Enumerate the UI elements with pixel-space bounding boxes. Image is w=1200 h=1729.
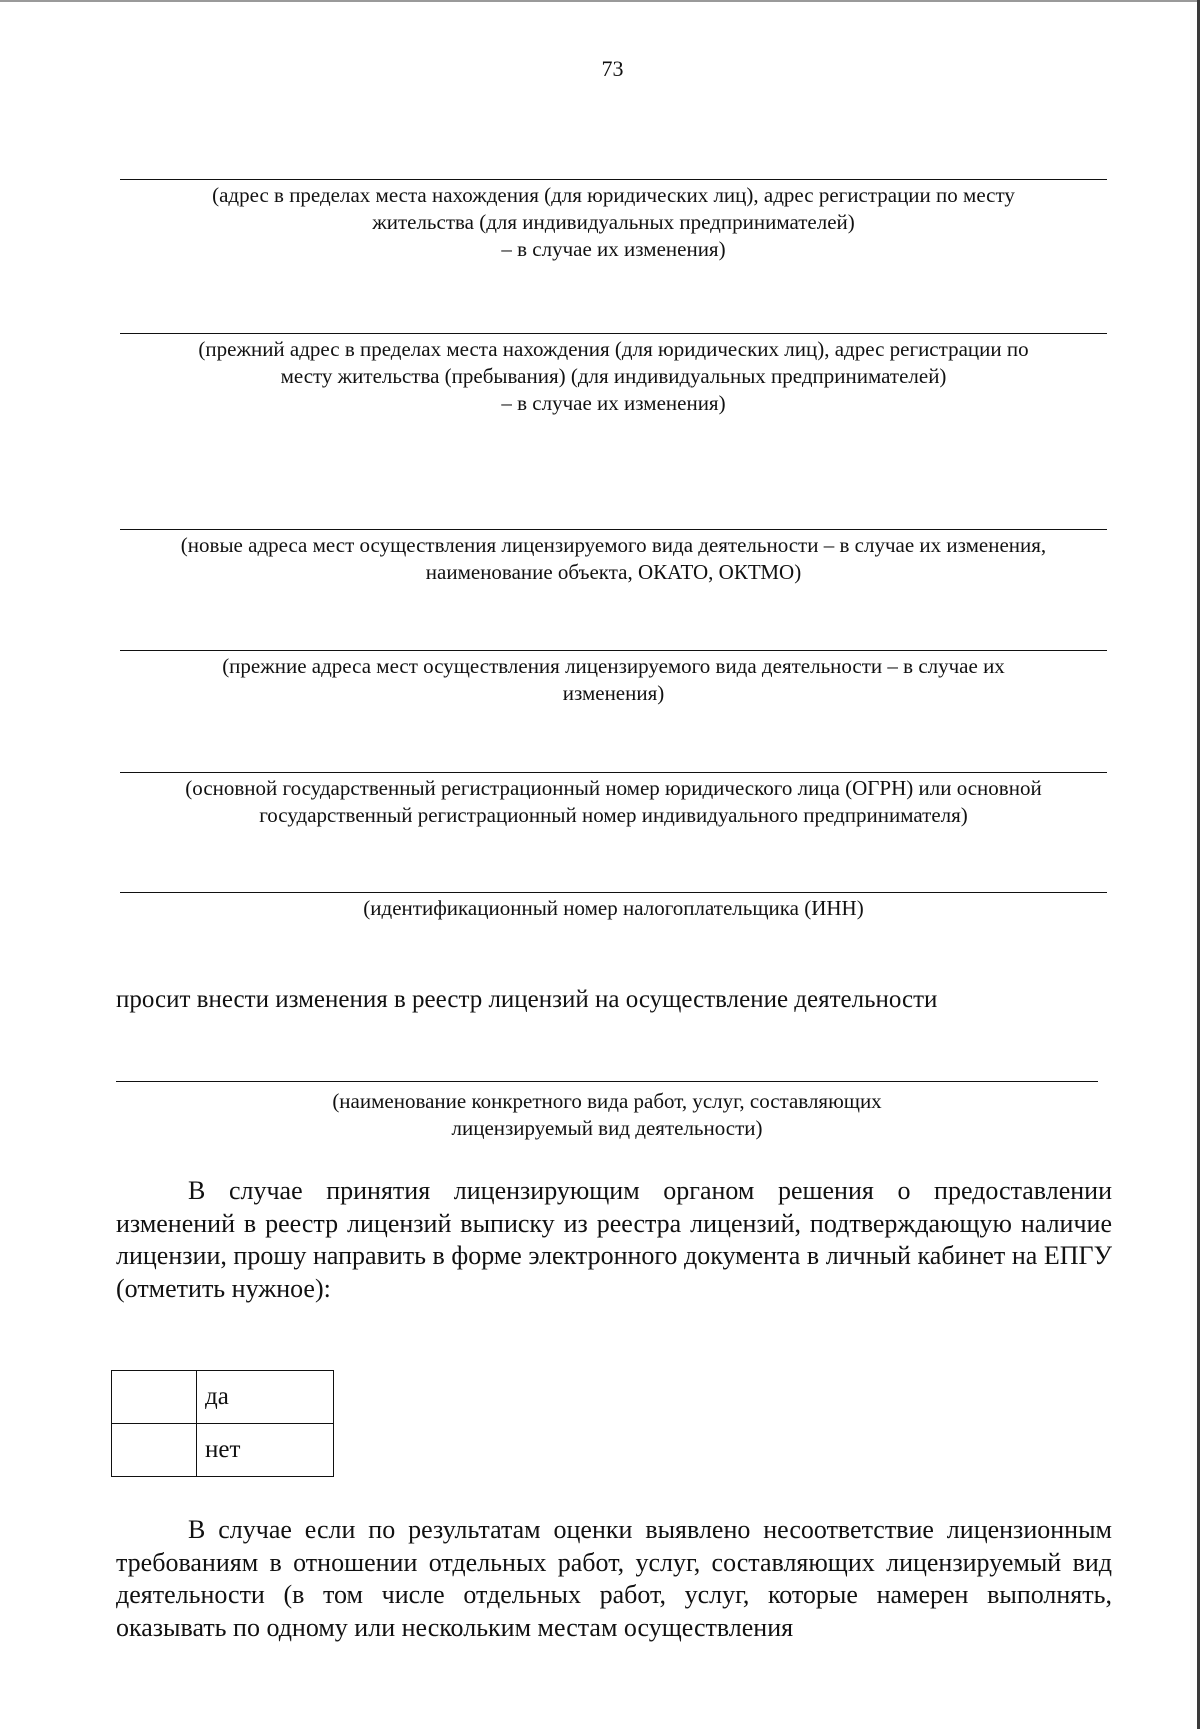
previous-address-input-line[interactable]	[120, 333, 1107, 334]
ogrn-field[interactable]	[120, 772, 1107, 829]
choice-table	[111, 1370, 334, 1477]
address-input-line[interactable]	[120, 179, 1107, 180]
new-activity-addresses-field[interactable]	[120, 529, 1107, 586]
checkbox-no[interactable]	[112, 1424, 197, 1477]
previous-address-field[interactable]	[120, 333, 1107, 417]
ogrn-input-line[interactable]	[120, 772, 1107, 773]
option-no-label: нет	[197, 1424, 334, 1477]
inn-input-line[interactable]	[120, 892, 1107, 893]
inn-field[interactable]	[120, 892, 1107, 922]
inn-caption: (идентификационный номер налогоплательщика (ИНН)	[363, 896, 864, 920]
activity-name-field[interactable]	[116, 1081, 1098, 1142]
choice-row-no	[112, 1424, 334, 1477]
address-field[interactable]	[120, 179, 1107, 263]
new-activity-addresses-input-line[interactable]	[120, 529, 1107, 530]
previous-activity-addresses-caption: (прежние адреса мест осуществления лицензируемого вида деятельности – в случае их изменения)	[222, 654, 1005, 705]
activity-name-input-line[interactable]	[116, 1081, 1098, 1082]
checkbox-yes[interactable]	[112, 1371, 197, 1424]
page-number: 73	[601, 56, 624, 81]
previous-activity-addresses-field[interactable]	[120, 650, 1107, 707]
choice-row-yes	[112, 1371, 334, 1424]
new-activity-addresses-caption: (новые адреса мест осуществления лицензируемого вида деятельности – в случае их изменения, наименование объекта, ОКАТО, ОКТМО)	[180, 533, 1047, 584]
option-yes-label: да	[197, 1371, 334, 1424]
scan-edge-top	[0, 0, 1200, 2]
previous-address-caption: (прежний адрес в пределах места нахождения (для юридических лиц), адрес регистрации по месту жительства (пребывания) (для индивидуальных предпринимателей) – в случае их изменения)	[198, 337, 1029, 415]
nonconformity-paragraph: В случае если по результатам оценки выявлено несоответствие лицензионным требованиям в отношении отдельных работ, услуг, составляющих лицензируемый вид деятельности (в том числе отдельных работ, услуг, которые намерен выполнять, оказывать по одному или нескольким местам осуществления	[116, 1515, 1112, 1642]
ogrn-caption: (основной государственный регистрационный номер юридического лица (ОГРН) или основной государственный регистрационный номер индивидуального предпринимателя)	[185, 776, 1042, 827]
activity-name-caption: (наименование конкретного вида работ, услуг, составляющих лицензируемый вид деятельности)	[332, 1089, 882, 1140]
request-text: просит внести изменения в реестр лицензий на осуществление деятельности	[116, 986, 938, 1013]
delivery-paragraph: В случае принятия лицензирующим органом решения о предоставлении изменений в реестр лицензий выписку из реестра лицензий, подтверждающую наличие лицензии, прошу направить в форме электронного документа в личный кабинет на ЕПГУ (отметить нужное):	[116, 1176, 1112, 1303]
previous-activity-addresses-input-line[interactable]	[120, 650, 1107, 651]
address-caption: (адрес в пределах места нахождения (для юридических лиц), адрес регистрации по месту жительства (для индивидуальных предпринимателей) – в случае их изменения)	[212, 183, 1015, 261]
